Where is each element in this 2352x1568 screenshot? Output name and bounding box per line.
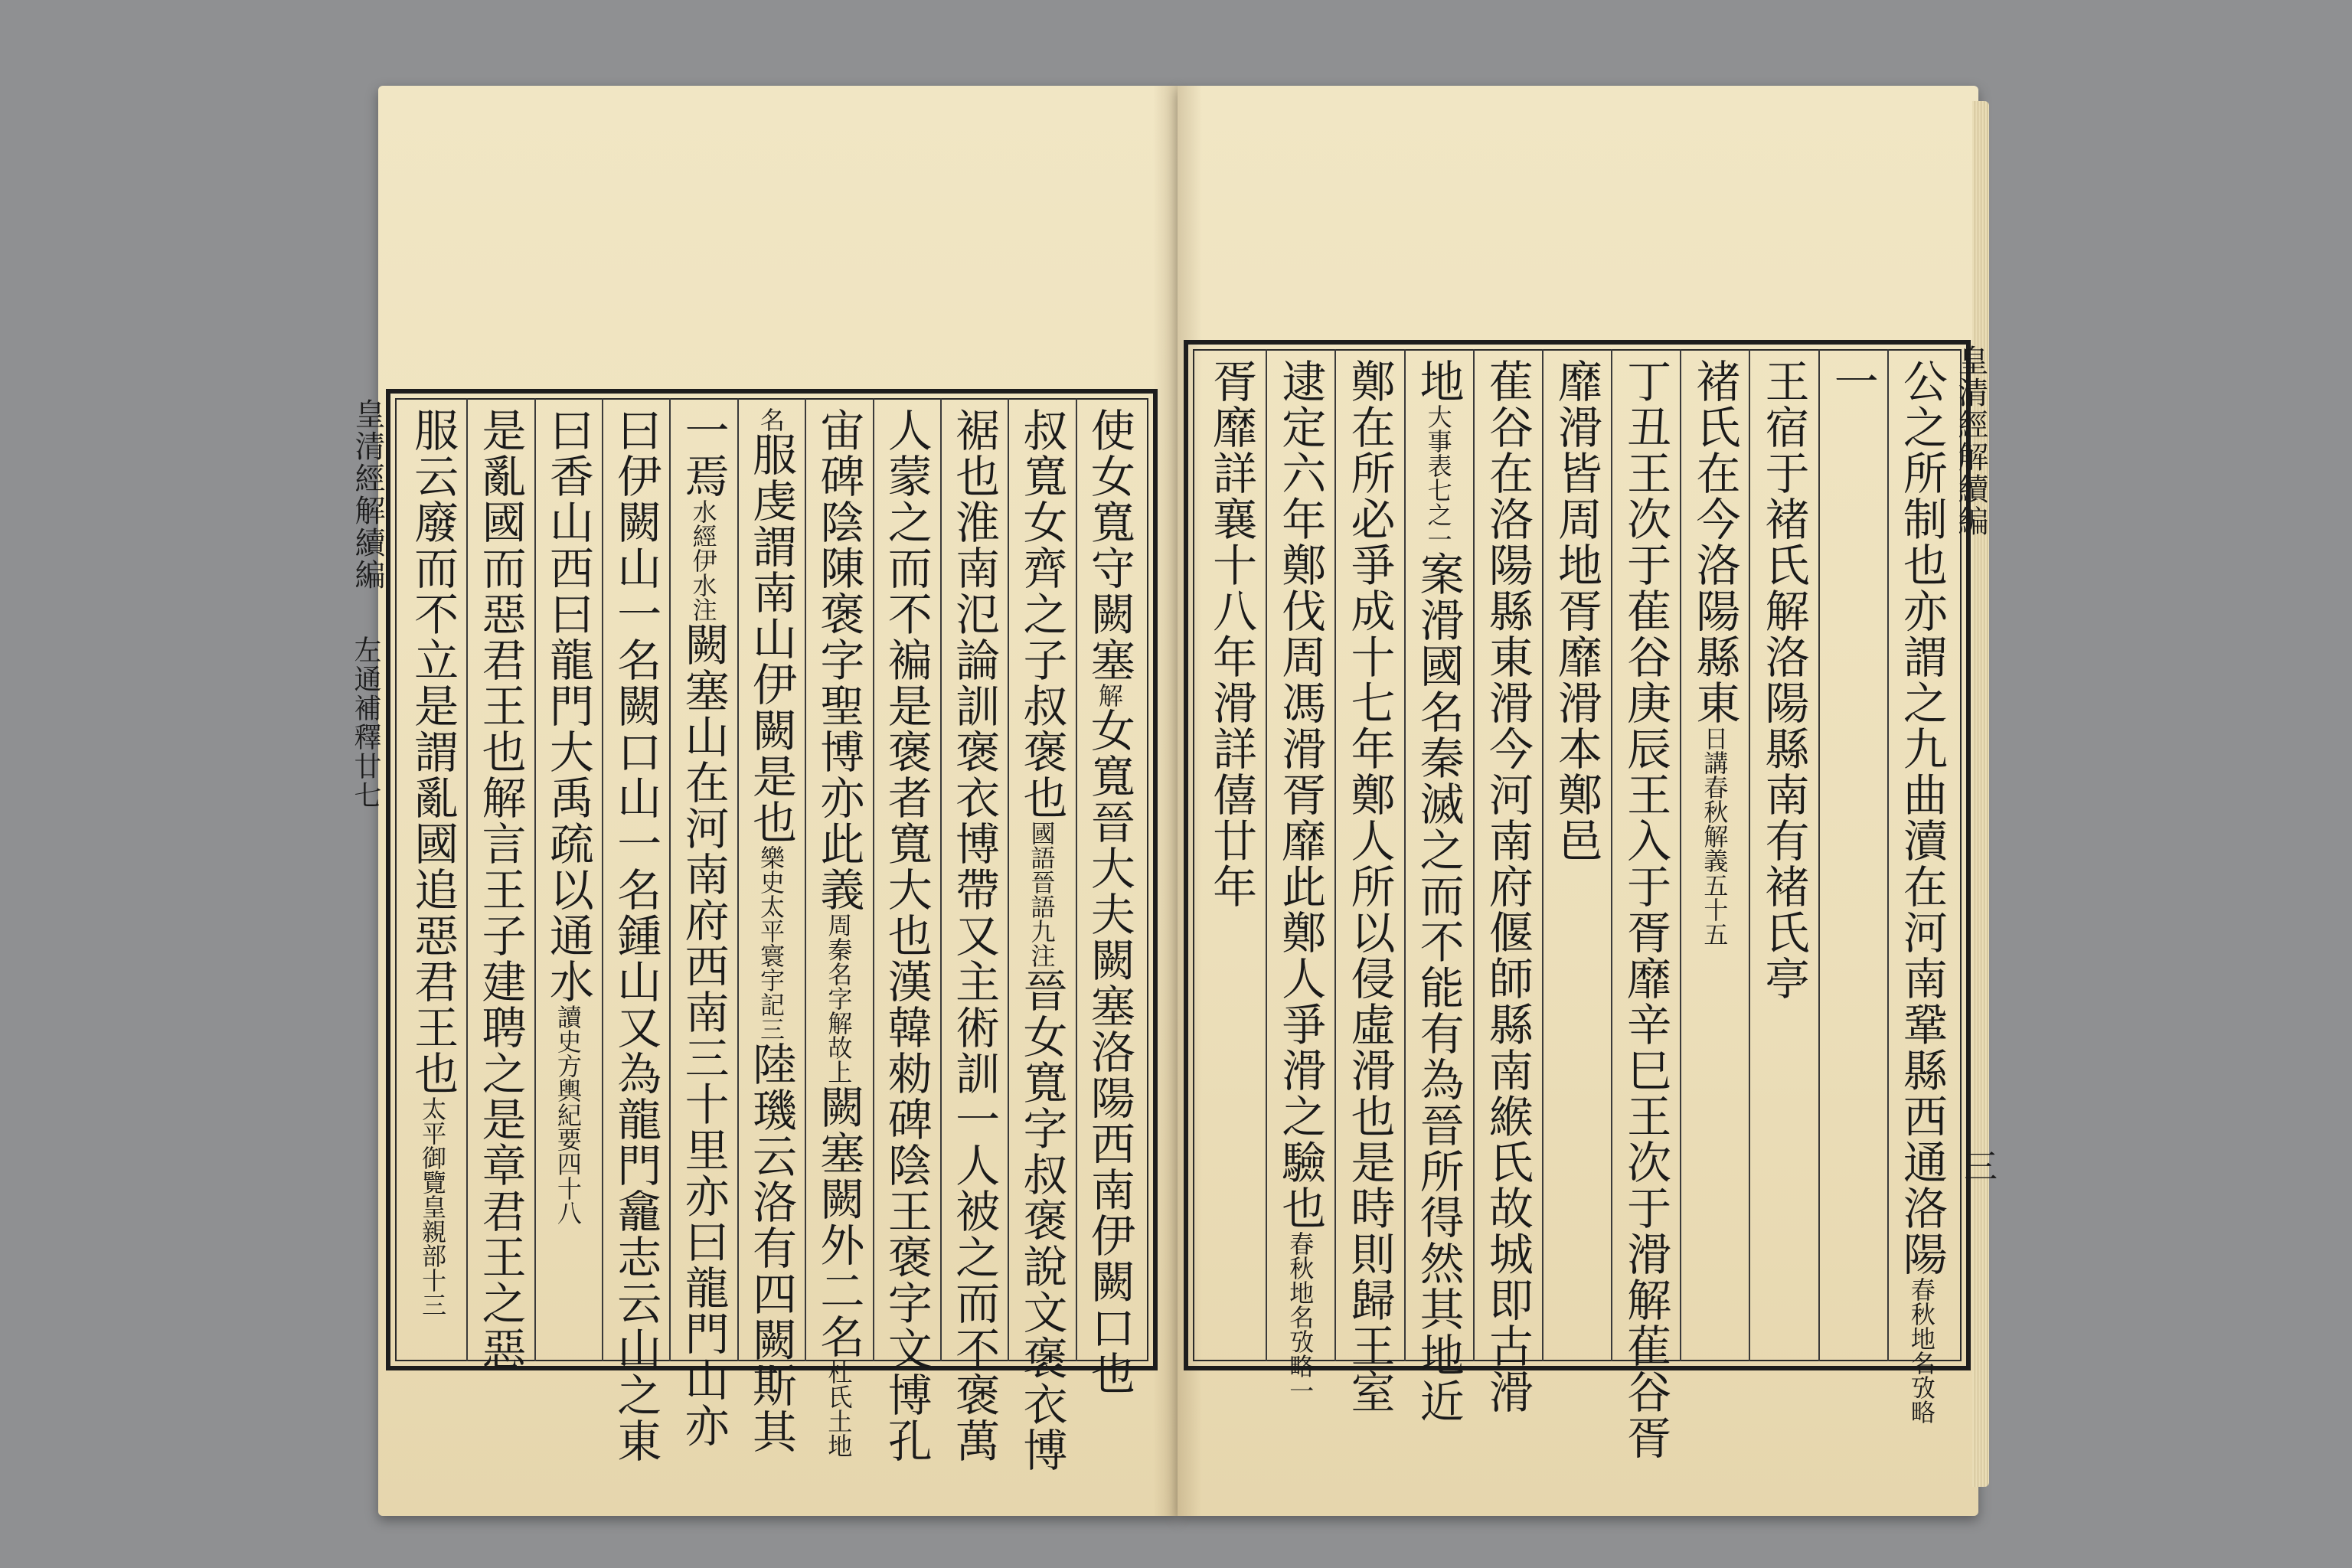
annotation-note: 水經伊水注 [688, 499, 718, 622]
annotation-note: 日講春秋解義五十五 [1700, 726, 1730, 946]
column-rule [1542, 349, 1544, 1361]
left-column [1083, 407, 1135, 1396]
column-text: 萑谷在洛陽縣東滑今河南府偃師縣南緱氏故城即古滑 [1481, 358, 1534, 1415]
left-column [745, 407, 797, 1455]
column-rule [1334, 349, 1336, 1361]
left-column [609, 407, 662, 1464]
column-text: 人蒙之而不褊是褒者寬大也漢韓勑碑陰王褒字文博孔 [880, 407, 933, 1464]
right-column [1757, 358, 1810, 1352]
right-column [1619, 358, 1672, 1461]
column-text: 女寬晉大夫闕塞洛陽西南伊闕口也 [1083, 707, 1135, 1396]
annotation-note: 太平御覽皇親部十三 [418, 1096, 448, 1317]
right-column [1550, 358, 1602, 1352]
right-column [1205, 358, 1258, 1352]
annotation-note: 杜氏土地 [824, 1360, 854, 1458]
left-column [407, 407, 459, 1352]
left-column [677, 407, 730, 1449]
column-rule [1749, 349, 1750, 1361]
right-column [1412, 358, 1465, 1424]
right-margin-title: 皇清經解續編 [1953, 345, 1988, 537]
page-edges [1972, 101, 1989, 1487]
right-column [1274, 358, 1327, 1403]
column-text: 一焉 [677, 407, 730, 499]
annotation-note: 大事表七之一 [1423, 404, 1453, 551]
column-rule [1818, 349, 1820, 1361]
column-rule [669, 398, 671, 1361]
column-text: 王宿于褚氏解洛陽縣南有褚氏亭 [1757, 358, 1810, 1001]
column-text: 是亂國而惡君王也解言王子建聘之是章君王之惡 [474, 407, 527, 1372]
column-rule [534, 398, 536, 1361]
column-text: 闕塞闕外二名 [812, 1084, 865, 1360]
column-text: 闕塞山在河南府西南三十里亦曰龍門山亦 [677, 622, 730, 1449]
annotation-note: 讀史方輿紀要四十八 [553, 1004, 583, 1225]
column-rule [805, 398, 806, 1361]
column-text: 鄭在所必爭成十七年鄭人所以侵虛滑也是時則歸王室 [1343, 358, 1396, 1415]
column-text: 胥靡詳襄十八年滑詳僖廿年 [1205, 358, 1258, 910]
column-rule [1473, 349, 1475, 1361]
column-text: 公之所制也亦謂之九曲瀆在河南鞏縣西通洛陽 [1895, 358, 1948, 1277]
annotation-note: 解 [1094, 683, 1124, 707]
left-column [474, 407, 527, 1372]
column-text: 曰伊闕山一名闕口山一名鍾山又為龍門龕志云山之東 [609, 407, 662, 1464]
column-text: 服虔謂南山伊闕是也 [745, 432, 797, 845]
column-rule [602, 398, 603, 1361]
column-text: 褚氏在今洛陽縣東 [1688, 358, 1741, 726]
column-rule [873, 398, 874, 1361]
right-column [1481, 358, 1534, 1415]
column-text: 曰香山西曰龍門大禹疏以通水 [541, 407, 594, 1004]
column-text: 丁丑王次于萑谷庚辰王入于胥靡辛巳王次于滑解萑谷胥 [1619, 358, 1672, 1461]
left-column [1015, 407, 1068, 1473]
annotation-note: 樂史太平寰宇記三 [756, 845, 786, 1041]
column-rule [1266, 349, 1267, 1361]
right-page-number: 三 [1958, 1148, 1997, 1184]
column-rule [940, 398, 942, 1361]
column-text: 逮定六年鄭伐周馮滑胥靡此鄭人爭滑之驗也 [1274, 358, 1327, 1231]
annotation-note: 春秋地名攷略 [1906, 1277, 1936, 1424]
right-column [1688, 358, 1741, 1352]
column-rule [1008, 398, 1009, 1361]
left-margin-title: 皇清經解續編 [350, 398, 385, 591]
column-text: 宙碑陰陳褒字聖博亦此義 [812, 407, 865, 913]
column-rule [466, 398, 468, 1361]
column-text: 服云廢而不立是謂亂國追惡君王也 [407, 407, 459, 1096]
left-column [880, 407, 933, 1464]
column-rule [1076, 398, 1077, 1361]
column-rule [1887, 349, 1889, 1361]
right-column [1343, 358, 1396, 1415]
right-column [1895, 358, 1948, 1424]
left-column [812, 407, 865, 1458]
left-column [948, 407, 1001, 1464]
right-column [1826, 358, 1879, 1352]
annotation-note: 名 [756, 407, 786, 432]
column-rule [1404, 349, 1406, 1361]
column-text: 一 [1826, 358, 1879, 404]
annotation-note: 春秋地名攷略一 [1285, 1231, 1315, 1403]
column-text: 晉女寬字叔褒說文褒衣博 [1015, 968, 1068, 1473]
column-text: 叔寬女齊之子叔褒也 [1015, 407, 1068, 821]
annotation-note: 國語晉語九注 [1027, 821, 1057, 968]
column-rule [1611, 349, 1612, 1361]
left-column [541, 407, 594, 1352]
column-text: 案滑國名秦滅之而不能有為晉所得然其地近 [1412, 551, 1465, 1424]
column-text: 陸璣云洛有四闕斯其 [745, 1041, 797, 1455]
annotation-note: 周秦名字解故上 [824, 913, 854, 1084]
column-text: 裾也淮南氾論訓褒衣博帶又主術訓一人被之而不褒萬 [948, 407, 1001, 1464]
column-rule [1680, 349, 1681, 1361]
left-margin-subtitle: 左通補釋廿七 [350, 635, 381, 810]
column-text: 地 [1412, 358, 1465, 404]
column-text: 使女寬守闕塞 [1083, 407, 1135, 683]
column-text: 靡滑皆周地胥靡滑本鄭邑 [1550, 358, 1602, 864]
column-rule [737, 398, 739, 1361]
